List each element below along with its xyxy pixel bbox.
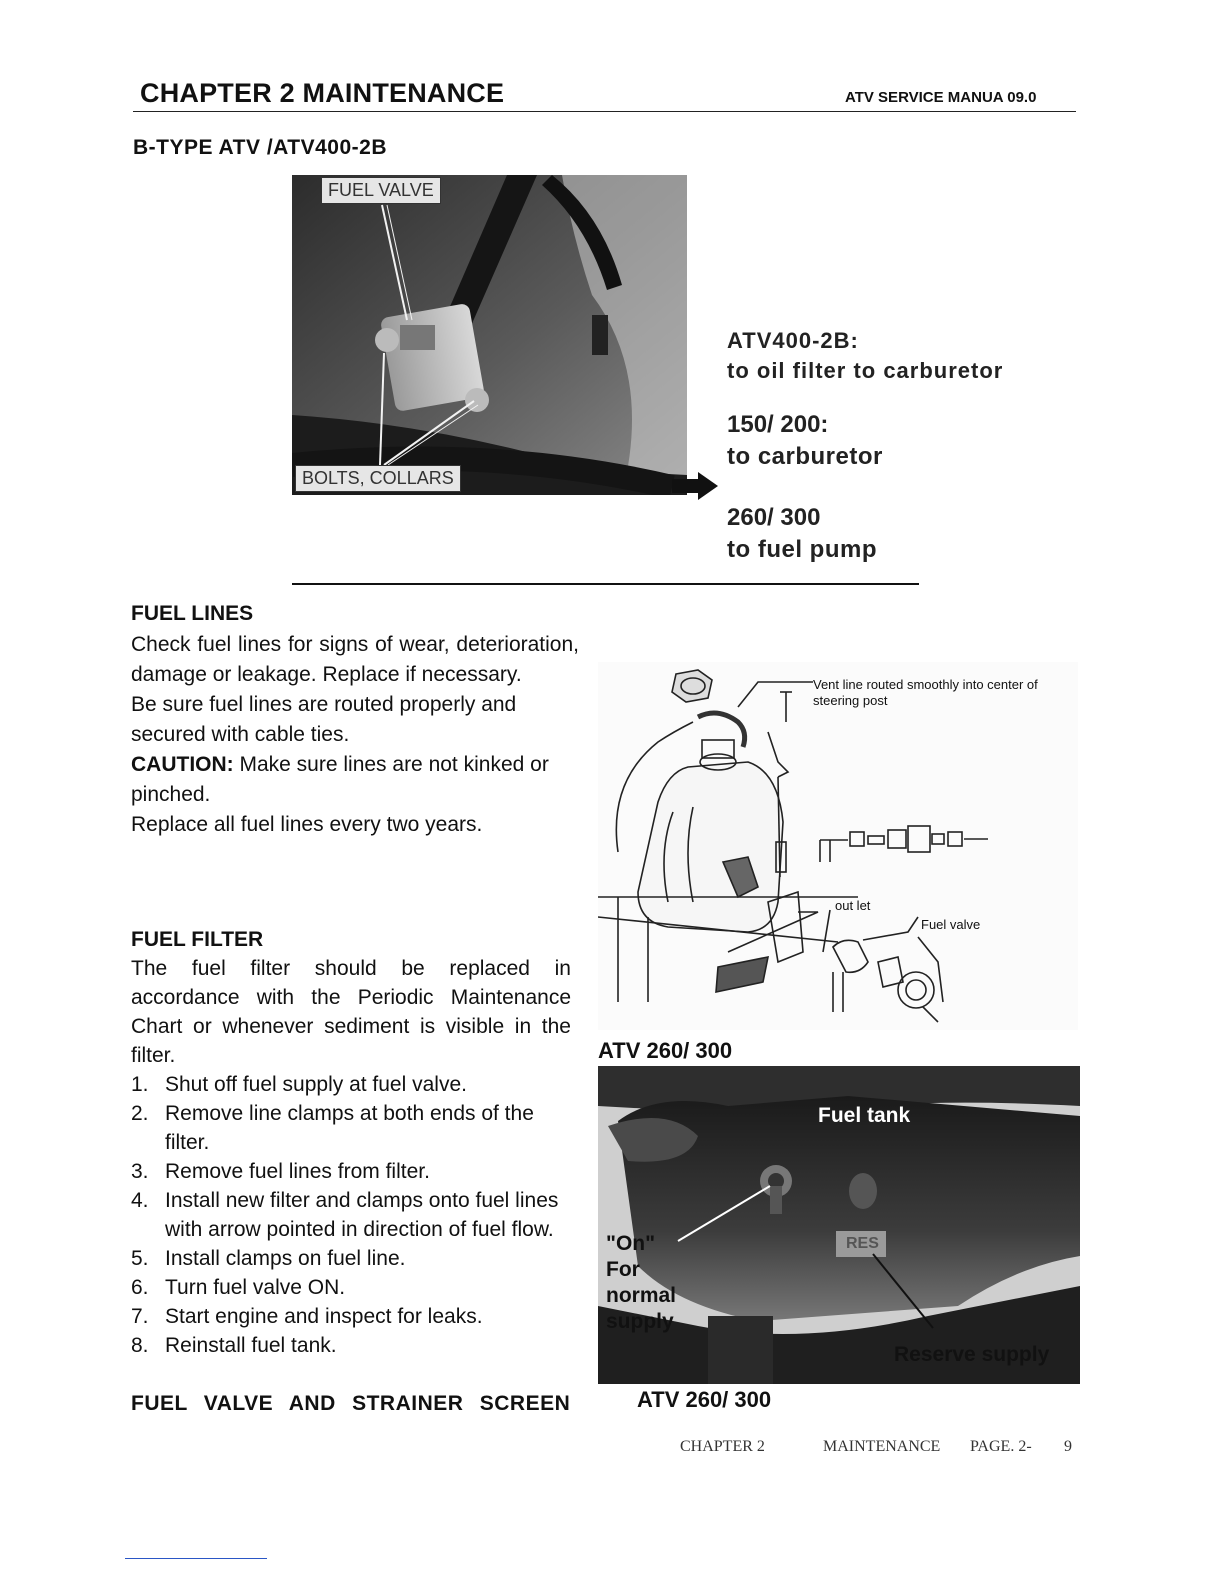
- fuel-tank-photo: [598, 1066, 1080, 1384]
- routing-260-destination: to fuel pump: [727, 536, 877, 563]
- vent-line-note: Vent line routed smoothly into center of steering post: [813, 677, 1038, 708]
- fuel-valve-tag: FUEL VALVE: [321, 177, 441, 204]
- fuel-lines-caution: [131, 750, 579, 810]
- routing-260-model: 260/ 300: [727, 504, 821, 531]
- list-item: 6. Turn fuel valve ON.: [131, 1276, 346, 1299]
- list-item: 5. Install clamps on fuel line.: [131, 1247, 406, 1270]
- fuel-valve-photo-art: [292, 175, 687, 495]
- header-rule: [133, 111, 1076, 112]
- fuel-filter-intro: The fuel filter should be replaced in accordance with the Periodic Maintenance Chart or whenever sediment is visible in the filter.: [131, 957, 571, 1067]
- list-item: 4. Install new filter and clamps onto fuel lines with arrow pointed in direction of fuel flow.: [131, 1189, 559, 1241]
- bolts-collars-tag: BOLTS, COLLARS: [295, 465, 461, 492]
- fuel-lines-para-4: Replace all fuel lines every two years.: [131, 813, 483, 836]
- footer-page-label: PAGE. 2-: [970, 1438, 1032, 1455]
- routing-atv400-destination: to oil filter to carburetor: [727, 358, 1004, 383]
- fuel-valve-label: Fuel valve: [921, 917, 981, 932]
- fuel-system-diagram-art: [598, 662, 1078, 1030]
- routing-150-destination: to carburetor: [727, 443, 883, 470]
- caution-text: Make sure lines are not kinked or pinched.: [131, 753, 549, 806]
- fuel-tank-label: Fuel tank: [818, 1104, 911, 1127]
- list-item: 3. Remove fuel lines from filter.: [131, 1160, 430, 1183]
- list-item: 8. Reinstall fuel tank.: [131, 1334, 337, 1357]
- supply-label: supply: [606, 1310, 674, 1333]
- footnote-rule: [125, 1558, 267, 1559]
- diagram-caption: ATV 260/ 300: [598, 1038, 733, 1063]
- list-item: 2. Remove line clamps at both ends of the filter.: [131, 1102, 534, 1154]
- list-item: 1. Shut off fuel supply at fuel valve.: [131, 1073, 467, 1096]
- for-label: For: [606, 1258, 640, 1281]
- manual-version: ATV SERVICE MANUA 09.0: [845, 89, 1037, 106]
- fuel-filter-heading: FUEL FILTER: [131, 928, 264, 951]
- reserve-supply-label: Reserve supply: [894, 1343, 1050, 1366]
- res-mark: RES: [846, 1235, 879, 1252]
- fuel-lines-body: [131, 630, 579, 840]
- fuel-valve-photo: [292, 175, 687, 495]
- list-item: 7. Start engine and inspect for leaks.: [131, 1305, 483, 1328]
- photo-caption: ATV 260/ 300: [637, 1387, 772, 1412]
- routing-150-model: 150/ 200:: [727, 411, 829, 438]
- fuel-lines-para-1: Check fuel lines for signs of wear, deterioration, damage or leakage. Replace if necessary.: [131, 633, 579, 686]
- normal-label: normal: [606, 1284, 677, 1307]
- outlet-label: out let: [835, 898, 871, 913]
- section-heading-btype: B-TYPE ATV /ATV400-2B: [133, 136, 387, 159]
- fuel-system-diagram: [598, 662, 1078, 1030]
- on-label: "On": [606, 1232, 656, 1255]
- strainer-heading: FUEL VALVE AND STRAINER SCREEN: [131, 1392, 571, 1415]
- fuel-lines-heading: FUEL LINES: [131, 602, 254, 625]
- fuel-filter-steps: [131, 1070, 579, 1360]
- caution-label: CAUTION:: [131, 753, 234, 776]
- flow-arrow-icon: [672, 472, 718, 505]
- chapter-title: CHAPTER 2 MAINTENANCE: [140, 78, 505, 108]
- routing-atv400-model: ATV400-2B:: [727, 328, 859, 353]
- footer-page-number: 9: [1064, 1438, 1072, 1455]
- fuel-lines-para-2: Be sure fuel lines are routed properly and secured with cable ties.: [131, 693, 517, 746]
- section-divider: [292, 583, 919, 585]
- footer-chapter: CHAPTER 2: [680, 1438, 765, 1455]
- footer-section: MAINTENANCE: [823, 1438, 941, 1455]
